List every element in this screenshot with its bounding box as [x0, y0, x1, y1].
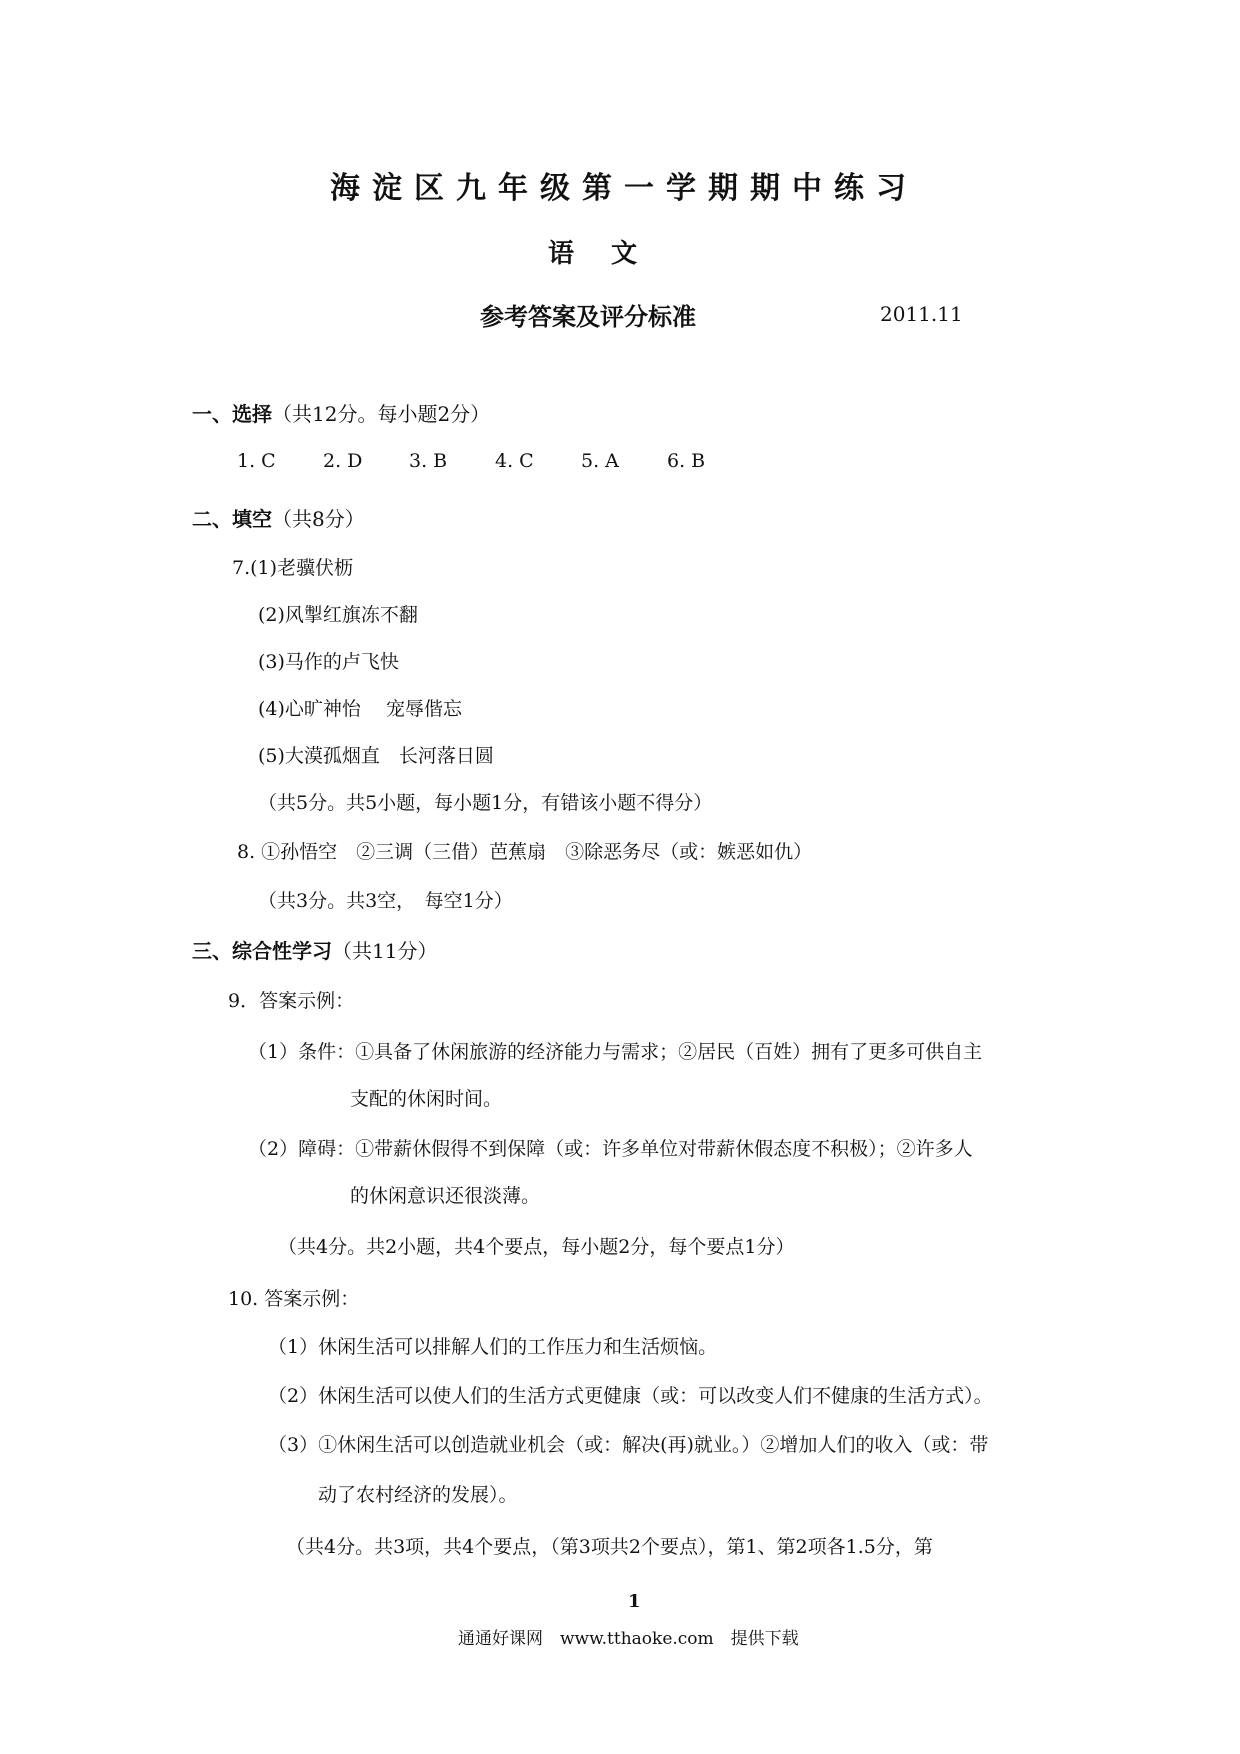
page-number: 1	[628, 1591, 641, 1612]
q10-heading: 10. 答案示例：	[228, 1288, 360, 1310]
section1-answers	[237, 450, 753, 472]
answer-6: 6. B	[667, 450, 706, 472]
q7-item-5: (5)大漠孤烟直 长河落日圆	[258, 745, 494, 767]
q10-part2: （2）休闲生活可以使人们的生活方式更健康（或：可以改变人们不健康的生活方式）。	[268, 1385, 993, 1407]
page-title: 海淀区九年级第一学期期中练习	[330, 171, 918, 206]
q10-part3-line1: （3）①休闲生活可以创造就业机会（或：解决(再)就业。）②增加人们的收入（或：带	[268, 1434, 989, 1456]
q10-scoring: （共4分。共3项，共4个要点，（第3项共2个要点），第1、第2项各1.5分，第	[286, 1536, 933, 1558]
q7-scoring: （共5分。共5小题，每小题1分，有错该小题不得分）	[258, 792, 713, 814]
q10-part3-line2: 动了农村经济的发展）。	[318, 1484, 518, 1506]
section2-note: （共8分）	[272, 507, 365, 531]
q8-answer: 8. ①孙悟空 ②三调（三借）芭蕉扇 ③除恶务尽（或：嫉恶如仇）	[237, 841, 813, 863]
q7-item-1: 7.(1)老骥伏枥	[232, 557, 354, 579]
section2-label: 二、填空	[192, 507, 272, 531]
answer-5: 5. A	[581, 450, 619, 472]
q9-part2-line2: 的休闲意识还很淡薄。	[350, 1185, 541, 1207]
section3-label: 三、综合性学习	[192, 939, 332, 963]
answer-2: 2. D	[323, 450, 363, 472]
section1-label: 一、选择	[192, 402, 272, 426]
download-footer: 通通好课网 www.tthaoke.com 提供下载	[458, 1629, 799, 1649]
q7-item-4: (4)心旷神怡 宠辱偕忘	[258, 698, 462, 720]
q8-scoring: （共3分。共3空， 每空1分）	[258, 890, 513, 912]
section1-note: （共12分。每小题2分）	[272, 402, 491, 426]
answer-1: 1. C	[237, 450, 276, 472]
q7-item-3: (3)马作的卢飞快	[258, 651, 399, 673]
section1-heading	[192, 398, 490, 427]
q9-part1-line2: 支配的休闲时间。	[350, 1088, 503, 1110]
q10-part1: （1）休闲生活可以排解人们的工作压力和生活烦恼。	[268, 1336, 718, 1358]
answer-4: 4. C	[495, 450, 534, 472]
q7-item-2: (2)风掣红旗冻不翻	[258, 604, 418, 626]
section2-heading	[192, 503, 365, 532]
date-label: 2011.11	[880, 302, 963, 326]
q9-part1-line1: （1）条件：①具备了休闲旅游的经济能力与需求；②居民（百姓）拥有了更多可供自主	[248, 1041, 983, 1063]
q9-part2-line1: （2）障碍：①带薪休假得不到保障（或：许多单位对带薪休假态度不积极）；②许多人	[248, 1138, 973, 1160]
subject-heading: 语 文	[548, 239, 652, 269]
q9-heading: 9．答案示例：	[228, 990, 355, 1012]
page-subtitle: 参考答案及评分标准	[480, 302, 696, 331]
section3-heading	[192, 935, 437, 964]
q9-scoring: （共4分。共2小题，共4个要点，每小题2分，每个要点1分）	[278, 1236, 795, 1258]
answer-3: 3. B	[409, 450, 448, 472]
section3-note: （共11分）	[332, 939, 438, 963]
